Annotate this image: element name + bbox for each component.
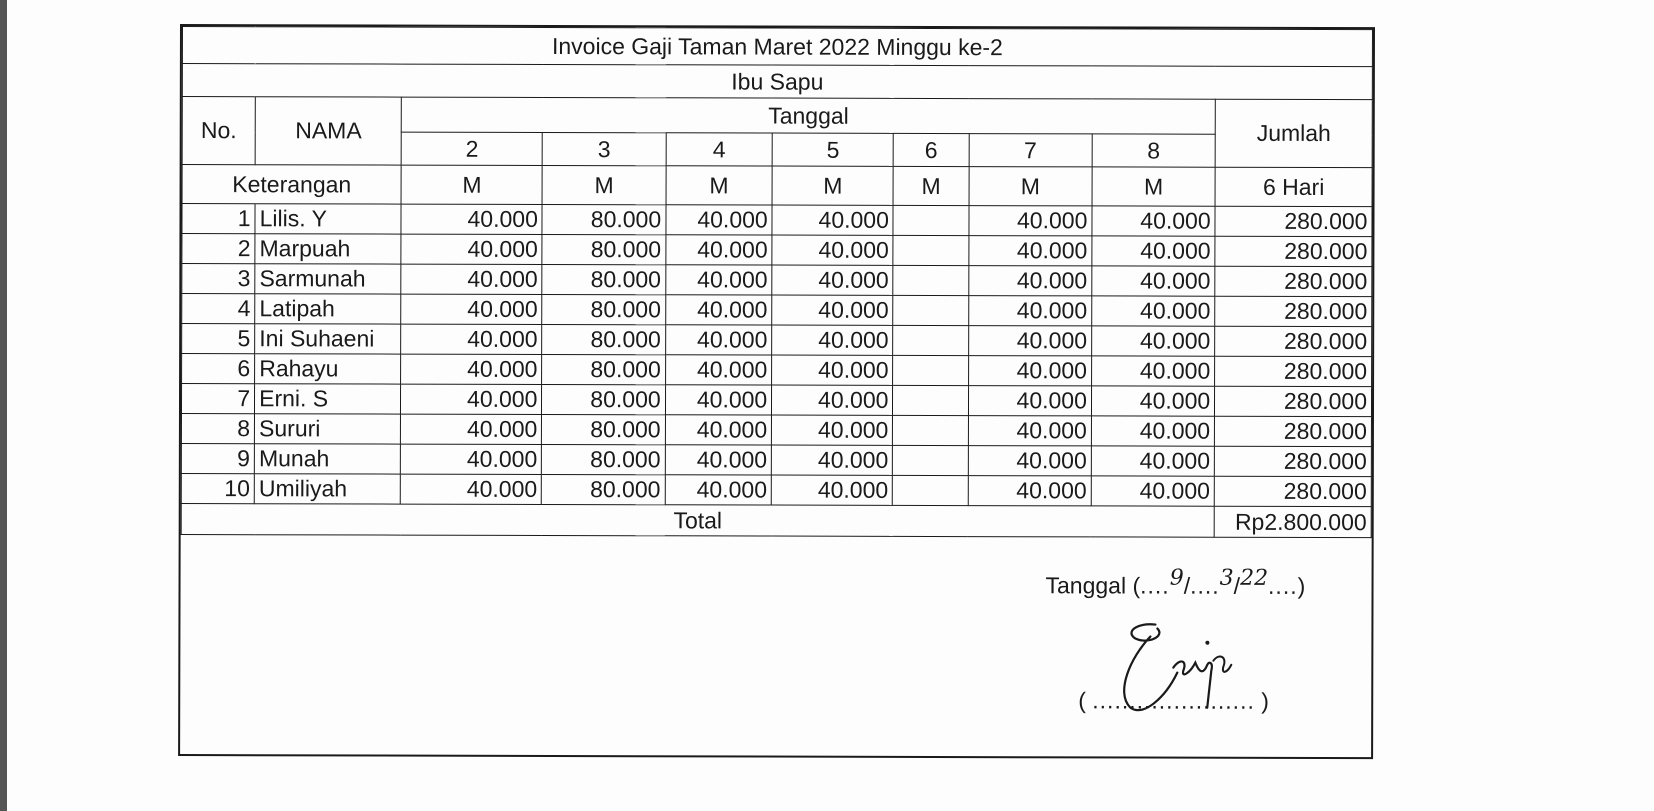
- row-amount: 40.000: [666, 205, 773, 235]
- row-amount: 40.000: [401, 444, 542, 474]
- row-amount: 40.000: [1091, 446, 1214, 476]
- row-name: Sururi: [255, 414, 401, 444]
- signature-line: ( ...................... ): [1078, 687, 1269, 714]
- row-name: Sarmunah: [255, 264, 401, 294]
- signature-area: [180, 535, 1371, 718]
- row-amount: 80.000: [542, 294, 665, 324]
- total-value: Rp2.800.000: [1214, 506, 1371, 537]
- row-jumlah: 280.000: [1215, 356, 1372, 386]
- row-amount: 40.000: [665, 415, 772, 445]
- table-row: [181, 384, 1371, 417]
- row-amount: 40.000: [401, 234, 542, 264]
- date-header: 8: [1092, 134, 1215, 167]
- header-jumlah: Jumlah: [1215, 99, 1372, 167]
- invoice-sheet: [178, 24, 1375, 759]
- row-amount: 40.000: [1092, 326, 1215, 356]
- row-amount: 40.000: [1091, 476, 1214, 506]
- row-amount: [893, 295, 968, 325]
- row-amount: 40.000: [968, 296, 1091, 326]
- row-amount: 40.000: [968, 386, 1091, 416]
- row-amount: 40.000: [771, 475, 892, 505]
- row-amount: 40.000: [665, 475, 772, 505]
- row-jumlah: 280.000: [1215, 326, 1372, 356]
- row-number: 10: [181, 474, 254, 504]
- row-amount: 40.000: [968, 356, 1091, 386]
- row-name: Erni. S: [255, 384, 401, 414]
- row-amount: [893, 355, 968, 385]
- table-row: [182, 354, 1372, 387]
- row-amount: 80.000: [542, 414, 665, 444]
- row-amount: 40.000: [401, 264, 542, 294]
- header-no: No.: [182, 97, 255, 165]
- keterangan-value: M: [666, 166, 773, 205]
- table-row: [182, 264, 1372, 297]
- row-amount: 40.000: [772, 445, 893, 475]
- row-amount: 40.000: [401, 414, 542, 444]
- table-row: [182, 204, 1372, 237]
- row-amount: 40.000: [772, 265, 893, 295]
- date-month: 3: [1219, 565, 1234, 591]
- row-number: 1: [182, 204, 255, 234]
- row-amount: 40.000: [968, 446, 1091, 476]
- row-amount: 40.000: [772, 385, 893, 415]
- keterangan-value: M: [772, 166, 893, 205]
- row-amount: 40.000: [1092, 206, 1215, 236]
- row-amount: 40.000: [401, 384, 542, 414]
- date-year: 22: [1240, 565, 1269, 591]
- row-amount: 40.000: [665, 295, 772, 325]
- row-amount: 40.000: [401, 354, 542, 384]
- row-amount: 40.000: [772, 325, 893, 355]
- row-amount: [893, 265, 968, 295]
- date-header: 5: [772, 133, 893, 166]
- row-number: 9: [181, 444, 254, 474]
- row-jumlah: 280.000: [1215, 296, 1372, 326]
- row-amount: 40.000: [1091, 416, 1214, 446]
- row-name: Umiliyah: [254, 474, 400, 504]
- row-amount: 40.000: [968, 476, 1091, 506]
- row-amount: [893, 415, 968, 445]
- keterangan-value: M: [969, 167, 1092, 206]
- row-amount: [893, 325, 968, 355]
- table-row: [181, 414, 1371, 447]
- header-tanggal: Tanggal: [402, 97, 1216, 134]
- row-jumlah: 280.000: [1215, 206, 1372, 236]
- date-header: 2: [402, 132, 543, 165]
- row-amount: 80.000: [542, 444, 665, 474]
- row-amount: [893, 385, 968, 415]
- row-amount: 40.000: [1092, 236, 1215, 266]
- row-number: 4: [182, 294, 255, 324]
- row-amount: 40.000: [665, 355, 772, 385]
- row-amount: 80.000: [542, 264, 665, 294]
- row-amount: 40.000: [772, 355, 893, 385]
- row-amount: 40.000: [401, 324, 542, 354]
- jumlah-hari: 6 Hari: [1215, 167, 1372, 206]
- invoice-table: [181, 26, 1373, 538]
- row-number: 7: [181, 384, 254, 414]
- row-amount: 40.000: [968, 326, 1091, 356]
- row-name: Rahayu: [255, 354, 401, 384]
- date-header: 6: [894, 133, 969, 166]
- table-row: [182, 234, 1372, 267]
- table-body: [181, 204, 1372, 507]
- date-header: 7: [969, 134, 1092, 167]
- row-amount: 40.000: [1091, 356, 1214, 386]
- keterangan-value: M: [401, 165, 542, 204]
- row-number: 2: [182, 234, 255, 264]
- row-jumlah: 280.000: [1214, 446, 1371, 476]
- row-jumlah: 280.000: [1215, 266, 1372, 296]
- row-amount: [893, 205, 968, 235]
- row-amount: 40.000: [772, 415, 893, 445]
- date-day: 9: [1169, 565, 1184, 591]
- table-row: [181, 474, 1371, 507]
- row-jumlah: 280.000: [1214, 476, 1371, 506]
- row-amount: 80.000: [542, 204, 665, 234]
- row-amount: 40.000: [401, 474, 542, 504]
- row-amount: 40.000: [1092, 296, 1215, 326]
- invoice-subtitle: Ibu Sapu: [182, 64, 1372, 100]
- row-amount: 40.000: [1092, 266, 1215, 296]
- row-amount: 80.000: [542, 324, 665, 354]
- table-row: [182, 324, 1372, 357]
- row-amount: 40.000: [772, 205, 893, 235]
- date-header: 3: [543, 132, 666, 165]
- row-name: Marpuah: [255, 234, 401, 264]
- row-amount: 40.000: [969, 206, 1092, 236]
- row-number: 6: [182, 354, 255, 384]
- keterangan-value: M: [893, 166, 968, 205]
- signature-date: Tanggal (....9/....3/22....): [1045, 565, 1306, 599]
- row-name: Latipah: [255, 294, 401, 324]
- row-amount: 80.000: [542, 474, 665, 504]
- row-amount: 40.000: [968, 266, 1091, 296]
- row-jumlah: 280.000: [1215, 236, 1372, 266]
- table-row: [182, 294, 1372, 327]
- table-row: [181, 444, 1371, 477]
- invoice-title: Invoice Gaji Taman Maret 2022 Minggu ke-2: [182, 27, 1372, 67]
- row-jumlah: 280.000: [1215, 416, 1372, 446]
- header-keterangan: Keterangan: [182, 165, 401, 205]
- row-jumlah: 280.000: [1215, 386, 1372, 416]
- row-amount: 40.000: [665, 385, 772, 415]
- row-amount: 80.000: [542, 384, 665, 414]
- row-amount: 40.000: [1091, 386, 1214, 416]
- keterangan-value: M: [1092, 167, 1215, 206]
- keterangan-value: M: [542, 165, 665, 204]
- row-amount: 80.000: [542, 234, 665, 264]
- row-amount: 40.000: [401, 204, 542, 234]
- row-amount: [893, 445, 968, 475]
- row-number: 3: [182, 264, 255, 294]
- row-number: 5: [182, 324, 255, 354]
- row-amount: 40.000: [401, 294, 542, 324]
- row-amount: 40.000: [665, 445, 772, 475]
- row-amount: [893, 475, 968, 505]
- scan-edge: [0, 0, 7, 811]
- row-amount: [893, 235, 968, 265]
- header-nama: NAMA: [255, 97, 401, 165]
- row-name: Lilis. Y: [255, 204, 401, 234]
- row-amount: 80.000: [542, 354, 665, 384]
- row-amount: 40.000: [665, 325, 772, 355]
- row-amount: 40.000: [666, 235, 773, 265]
- total-label: Total: [181, 504, 1214, 538]
- row-amount: 40.000: [968, 416, 1091, 446]
- date-label: Tanggal (: [1045, 572, 1141, 599]
- row-amount: 40.000: [772, 295, 893, 325]
- row-amount: 40.000: [969, 236, 1092, 266]
- date-header: 4: [666, 133, 773, 166]
- row-name: Ini Suhaeni: [255, 324, 401, 354]
- row-name: Munah: [254, 444, 400, 474]
- row-number: 8: [181, 414, 254, 444]
- row-amount: 40.000: [665, 265, 772, 295]
- row-amount: 40.000: [772, 235, 893, 265]
